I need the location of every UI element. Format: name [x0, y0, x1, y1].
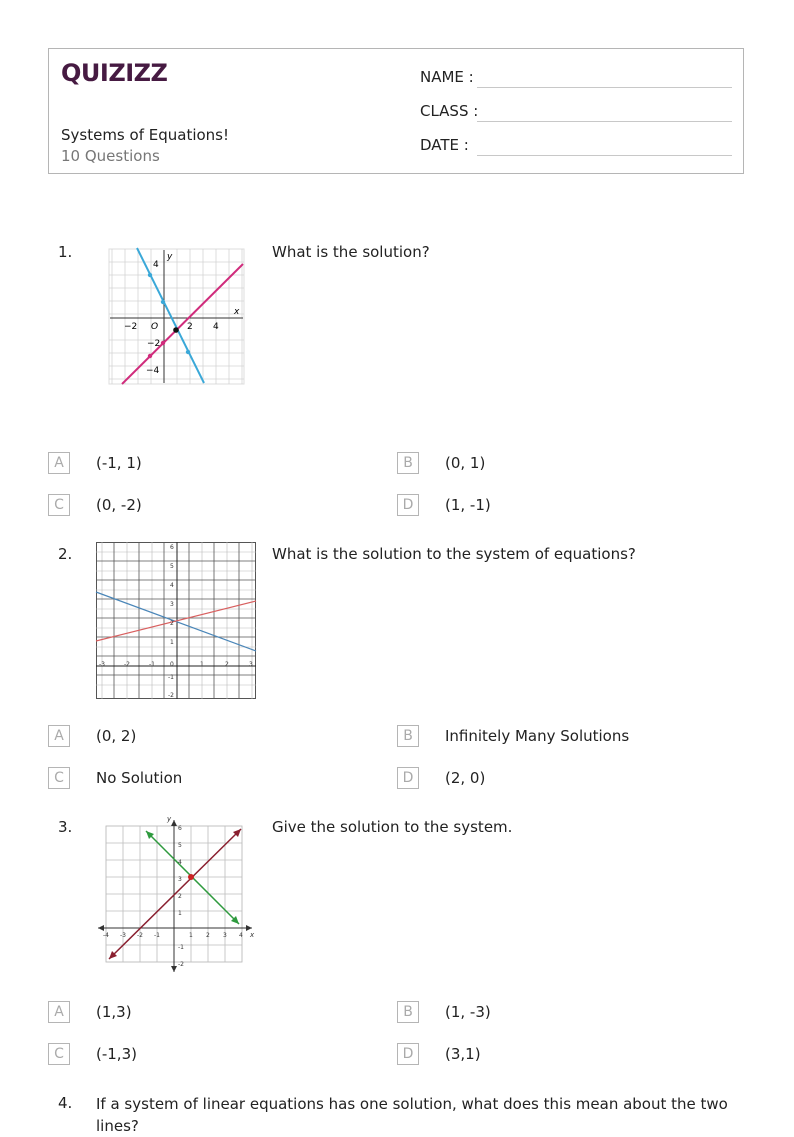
q3-tick-x4: 4	[239, 932, 243, 939]
q3-option-b-text[interactable]: (1, -3)	[445, 1003, 491, 1021]
q2-tick-x1: 1	[200, 661, 204, 668]
q3-tick-xm4: -4	[103, 932, 109, 939]
q2-tick-xm1: -1	[149, 661, 155, 668]
q1-option-c-text[interactable]: (0, -2)	[96, 496, 142, 514]
question-3-number: 3.	[58, 818, 73, 836]
q3-tick-xm2: -2	[137, 932, 143, 939]
class-field	[420, 102, 478, 120]
q1-tick-x2: 2	[187, 322, 193, 332]
q2-tick-ym1: -1	[168, 674, 174, 681]
q3-tick-x2: 2	[206, 932, 210, 939]
q2-option-d-letter[interactable]: D	[397, 767, 419, 789]
worksheet-title: Systems of Equations!	[61, 126, 230, 144]
q2-tick-x2: 2	[225, 661, 229, 668]
q2-tick-y2: 2	[170, 620, 174, 627]
q3-tick-ym1: -1	[178, 944, 184, 951]
q2-tick-xm2: -2	[124, 661, 130, 668]
q1-option-d-letter[interactable]: D	[397, 494, 419, 516]
question-1-text: What is the solution?	[272, 243, 430, 261]
q3-tick-xm1: -1	[154, 932, 160, 939]
q3-tick-xm3: -3	[120, 932, 126, 939]
name-line[interactable]	[477, 87, 732, 88]
question-2-number: 2.	[58, 545, 73, 563]
q2-option-c-letter[interactable]: C	[48, 767, 70, 789]
q1-x-label: x	[234, 307, 240, 317]
q2-tick-ym2: -2	[168, 692, 174, 699]
q2-option-c-text[interactable]: No Solution	[96, 769, 183, 787]
q3-tick-y2: 2	[178, 893, 182, 900]
q2-option-a-text[interactable]: (0, 2)	[96, 727, 137, 745]
q1-tick-yneg2: −2	[147, 339, 161, 349]
q2-tick-x3: 3	[249, 661, 253, 668]
q3-tick-y1: 1	[178, 910, 182, 917]
question-2-text: What is the solution to the system of equations?	[272, 545, 636, 563]
q2-origin: 0	[170, 661, 174, 668]
q3-tick-x1: 1	[189, 932, 193, 939]
q3-y-label: y	[167, 815, 172, 823]
question-1-graph	[108, 248, 245, 385]
question-count: 10 Questions	[61, 147, 160, 165]
q1-tick-y4: 4	[153, 260, 159, 270]
q1-option-a-letter[interactable]: A	[48, 452, 70, 474]
q3-option-b-letter[interactable]: B	[397, 1001, 419, 1023]
class-label: CLASS :	[420, 102, 479, 120]
question-3-graph	[96, 812, 260, 976]
q2-option-d-text[interactable]: (2, 0)	[445, 769, 486, 787]
q1-option-b-text[interactable]: (0, 1)	[445, 454, 486, 472]
q1-option-b-letter[interactable]: B	[397, 452, 419, 474]
q3-tick-y5: 5	[178, 842, 182, 849]
q1-tick-x4: 4	[213, 322, 219, 332]
class-line[interactable]	[477, 121, 732, 122]
q3-tick-ym2: -2	[178, 961, 184, 968]
q3-option-d-letter[interactable]: D	[397, 1043, 419, 1065]
name-field	[420, 68, 474, 86]
q3-tick-x3: 3	[223, 932, 227, 939]
q1-option-d-text[interactable]: (1, -1)	[445, 496, 491, 514]
q2-option-b-text[interactable]: Infinitely Many Solutions	[445, 727, 630, 745]
q2-tick-y1: 1	[170, 639, 174, 646]
question-3-text: Give the solution to the system.	[272, 818, 513, 836]
question-2-graph	[96, 542, 256, 699]
q2-tick-xm3: -3	[99, 661, 105, 668]
q2-tick-y6: 6	[170, 544, 174, 551]
q2-tick-y5: 5	[170, 563, 174, 570]
q3-option-c-letter[interactable]: C	[48, 1043, 70, 1065]
q2-option-a-letter[interactable]: A	[48, 725, 70, 747]
q3-option-a-letter[interactable]: A	[48, 1001, 70, 1023]
question-4-number: 4.	[58, 1094, 73, 1112]
quizizz-logo	[61, 59, 168, 87]
q1-option-c-letter[interactable]: C	[48, 494, 70, 516]
q1-tick-yneg4: −4	[146, 366, 160, 376]
logo-text: QUIZIZZ	[61, 59, 168, 87]
q1-y-label: y	[167, 252, 173, 262]
q1-origin: O	[151, 322, 159, 332]
q3-x-label: x	[250, 931, 255, 939]
q3-tick-y4: 4	[178, 859, 182, 866]
question-4-text: If a system of linear equations has one solution, what does this mean about the two lines?	[96, 1095, 728, 1135]
q3-tick-y3: 3	[178, 876, 182, 883]
q2-tick-y3: 3	[170, 601, 174, 608]
q2-tick-y4: 4	[170, 582, 174, 589]
worksheet-header	[48, 48, 744, 174]
q1-option-a-text[interactable]: (-1, 1)	[96, 454, 142, 472]
date-field	[420, 136, 469, 154]
q3-option-c-text[interactable]: (-1,3)	[96, 1045, 137, 1063]
question-1-number: 1.	[58, 243, 73, 261]
name-label: NAME :	[420, 68, 474, 86]
q3-option-d-text[interactable]: (3,1)	[445, 1045, 481, 1063]
q3-option-a-text[interactable]: (1,3)	[96, 1003, 132, 1021]
date-line[interactable]	[477, 155, 732, 156]
q1-tick-xneg2: −2	[124, 322, 138, 332]
q2-option-b-letter[interactable]: B	[397, 725, 419, 747]
date-label: DATE :	[420, 136, 469, 154]
q3-tick-y6: 6	[178, 825, 182, 832]
